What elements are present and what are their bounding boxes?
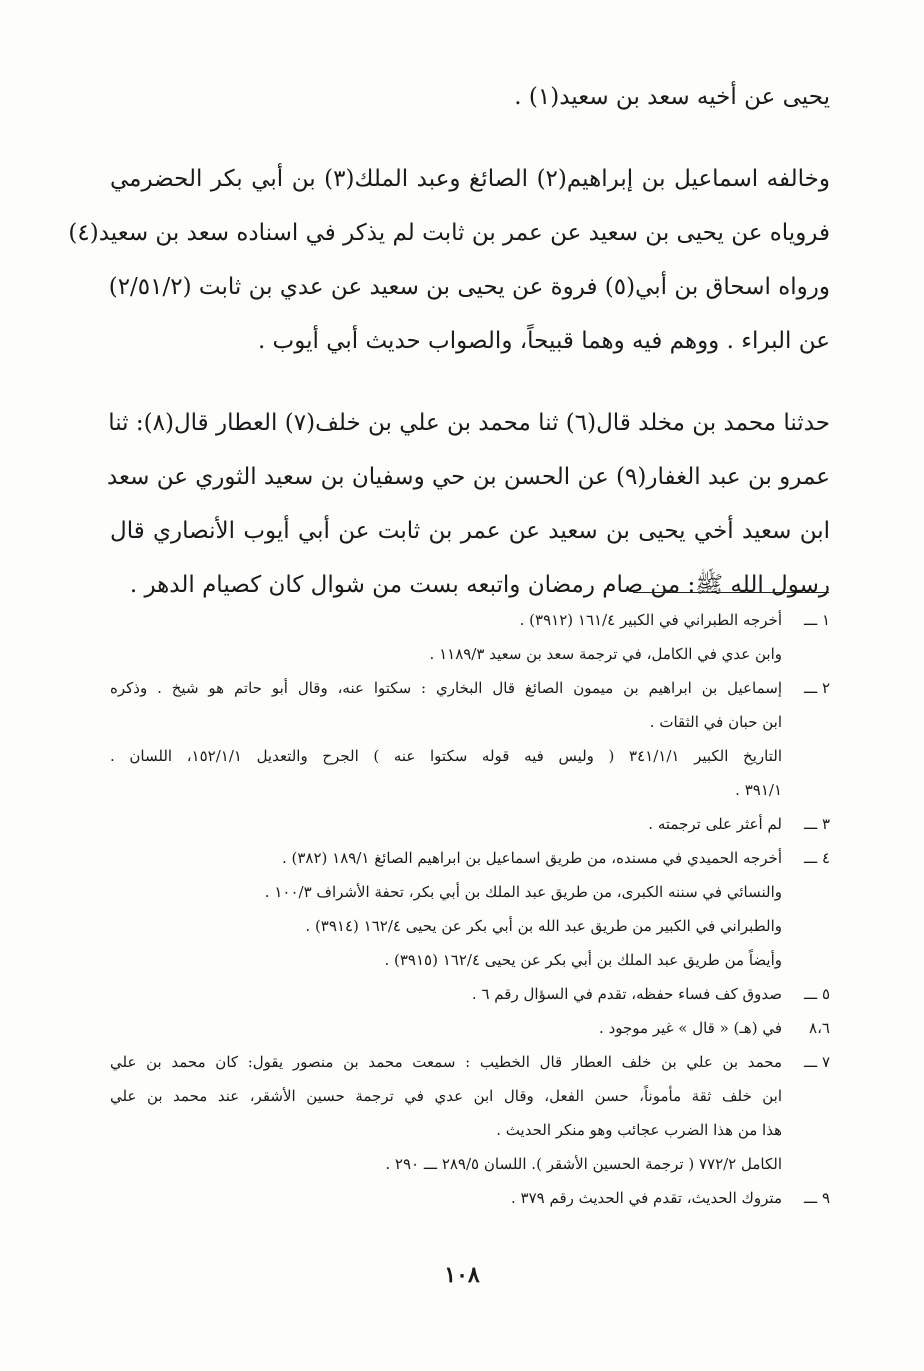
footnote-line: هذا من هذا الضرب عجائب وهو منكر الحديث .	[496, 1121, 782, 1139]
text-line: ورواه اسحاق بن أبي(٥) فروة عن يحيى بن سعيد عن عدي بن ثابت (٢/٥١/٢)	[108, 274, 830, 300]
text-line: عن البراء . ووهم فيه وهما قبيحاً، والصواب حديث أبي أيوب .	[257, 328, 830, 354]
footnote-number: ٤ ـــ	[803, 849, 830, 867]
paragraph-1	[110, 70, 830, 124]
footnote-line: محمد بن علي بن خلف العطار قال الخطيب : سمعت محمد بن منصور يقول: كان محمد بن علي	[110, 1053, 782, 1071]
text-line: عمرو بن عبد الغفار(٩) عن الحسن بن حي وسفيان بن سعيد الثوري عن سعد	[106, 464, 830, 490]
footnote-line: متروك الحديث، تقدم في الحديث رقم ٣٧٩ .	[510, 1189, 782, 1207]
footnote-number: ٢ ـــ	[803, 679, 830, 697]
text-line: وخالفه اسماعيل بن إبراهيم(٢) الصائغ وعبد الملك(٣) بن أبي بكر الحضرمي	[110, 166, 830, 192]
footnote-line: وابن عدي في الكامل، في ترجمة سعد بن سعيد ١١٨٩/٣ .	[429, 645, 782, 663]
text-line: حدثنا محمد بن مخلد قال(٦) ثنا محمد بن علي بن خلف(٧) العطار قال(٨): ثنا	[108, 410, 830, 436]
footnote-line: التاريخ الكبير ٣٤١/١/١ ( وليس فيه قوله سكتوا عنه ) الجرح والتعديل ١٥٢/١/١، اللسان .	[110, 747, 782, 765]
footnote-line: الكامل ٧٧٢/٢ ( ترجمة الحسين الأشقر ). اللسان ٢٨٩/٥ ـــ ٢٩٠ .	[385, 1155, 782, 1173]
footnote-6-8	[110, 1011, 830, 1045]
footnote-line: والنسائي في سننه الكبرى، من طريق عبد الملك بن أبي بكر، تحفة الأشراف ١٠٠/٣ .	[264, 883, 782, 901]
footnote-number: ١ ـــ	[803, 611, 830, 629]
footnote-3	[110, 807, 830, 841]
text-line: ابن سعيد أخي يحيى بن سعيد عن عمر بن ثابت عن أبي أيوب الأنصاري قال	[110, 518, 830, 544]
footnote-5	[110, 977, 830, 1011]
footnote-line: إسماعيل بن ابراهيم بن ميمون الصائغ قال البخاري : سكتوا عنه، وقال أبو حاتم هو شيخ . وذكره	[110, 679, 782, 697]
footnote-line: ابن حبان في الثقات .	[649, 713, 782, 731]
footnote-line: وأيضاً من طريق عبد الملك بن أبي بكر عن يحيى ١٦٢/٤ (٣٩١٥) .	[384, 951, 782, 969]
footnote-line: صدوق كف فساء حفظه، تقدم في السؤال رقم ٦ .	[471, 985, 782, 1003]
paragraph-3	[106, 396, 830, 612]
footnote-number: ٥ ـــ	[803, 985, 830, 1003]
footnote-line: لم أعثر على ترجمته .	[648, 815, 782, 833]
footnote-line: أخرجه الطبراني في الكبير ١٦١/٤ (٣٩١٢) .	[519, 611, 782, 629]
text-line: يحيى عن أخيه سعد بن سعيد(١) .	[514, 84, 830, 110]
footnote-number: ٣ ـــ	[803, 815, 830, 833]
page-number: ١٠٨	[444, 1262, 480, 1288]
footnote-4	[110, 841, 830, 977]
footnote-2	[110, 671, 830, 807]
footnote-9	[110, 1181, 830, 1215]
footnote-line: والطبراني في الكبير من طريق عبد الله بن أبي بكر عن يحيى ١٦٢/٤ (٣٩١٤) .	[305, 917, 782, 935]
footnote-line: أخرجه الحميدي في مسنده، من طريق اسماعيل بن ابراهيم الصائغ ١٨٩/١ (٣٨٢) .	[281, 849, 782, 867]
text-line: رسول الله ﷺ: من صام رمضان واتبعه بست من شوال كان كصيام الدهر .	[129, 572, 830, 598]
footnote-number: ٧ ـــ	[803, 1053, 830, 1071]
footnotes	[110, 603, 830, 1215]
paragraph-2	[68, 152, 830, 368]
text-line: فروياه عن يحيى بن سعيد عن عمر بن ثابت لم يذكر في اسناده سعد بن سعيد(٤)	[68, 220, 830, 246]
footnote-line: ابن خلف ثقة مأموناً، حسن الفعل، وقال ابن عدي في ترجمة حسين الأشقر، عند محمد بن علي	[110, 1087, 782, 1105]
footnote-number: ٩ ـــ	[803, 1189, 830, 1207]
footnote-number: ٨،٦	[809, 1019, 830, 1037]
main-text	[68, 70, 830, 612]
footnote-7	[110, 1045, 830, 1181]
footnote-line: ٣٩١/١ .	[735, 781, 782, 799]
footnote-1	[110, 603, 830, 671]
footnote-line: في (هـ) « قال » غير موجود .	[599, 1019, 782, 1037]
footnote-separator	[633, 592, 829, 593]
